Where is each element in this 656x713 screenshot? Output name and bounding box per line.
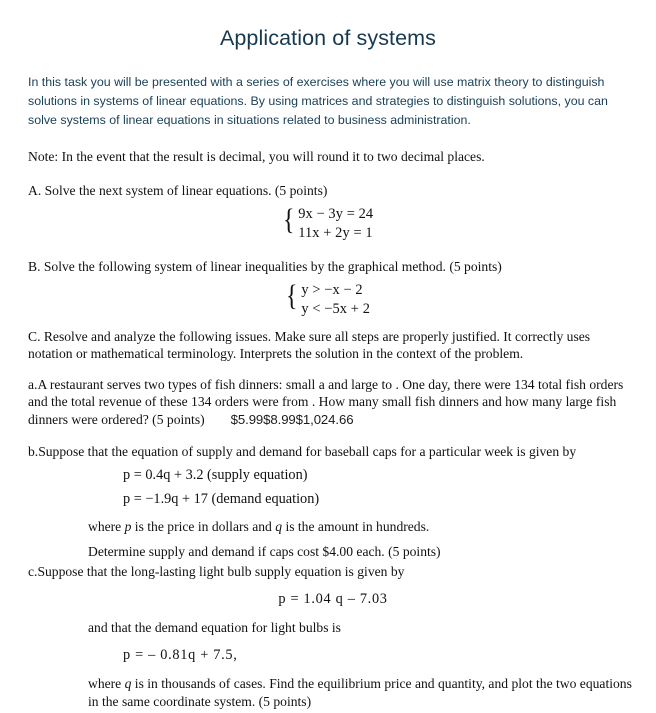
section-a-heading: A. Solve the next system of linear equations. (5 points) <box>28 183 328 198</box>
item-c-intro-line <box>28 563 638 580</box>
item-a-label: a. <box>28 377 38 392</box>
equation-line <box>298 224 373 243</box>
item-a-prices: $5.99$8.99$1,024.66 <box>230 411 354 427</box>
equation-line <box>301 281 370 300</box>
variable-q: q <box>275 518 283 534</box>
supply-equation-text: p = 1.04 q – 7.03 <box>278 591 388 608</box>
intro-paragraph: In this task you will be presented with a series of exercises where you will use matrix theory to distinguish solutions in systems of linear equations. By using matrices and strategies to distinguish solutions, you can solve systems of linear equations in situations related to business administration. <box>28 75 608 127</box>
item-b-determine-line: Determine supply and demand if caps cost $4.00 each. (5 points) <box>88 544 441 560</box>
equation-line <box>301 300 370 319</box>
where-prefix: where <box>88 676 125 692</box>
item-c-supply-equation <box>28 590 638 608</box>
equation-line <box>298 205 373 224</box>
brace-glyph: { <box>282 203 295 237</box>
item-b-supply-equation <box>123 466 638 485</box>
where-suffix: is the amount in hundreds. <box>282 518 430 534</box>
variable-p: p <box>124 518 132 534</box>
item-b <box>28 443 638 561</box>
where-middle: is the price in dollars and <box>131 518 276 534</box>
where-prefix: where <box>88 518 125 534</box>
item-c-text: Suppose that the long-lasting light bulb supply equation is given by <box>37 564 405 579</box>
item-a <box>28 376 638 429</box>
item-c-where-line <box>88 675 638 710</box>
item-b-label: b. <box>28 444 39 459</box>
item-c-demand-equation <box>123 646 638 665</box>
demand-equation-text: p = – 0.81q + 7.5, <box>123 647 238 664</box>
section-c-heading: C. Resolve and analyze the following issues. Make sure all steps are properly justified. It correctly uses notation or mathematical terminology. Interprets the solution in the context of the problem. <box>28 329 591 362</box>
item-b-where-line <box>88 518 638 535</box>
item-c <box>28 563 638 710</box>
item-b-demand-equation <box>123 490 638 509</box>
section-b-heading: B. Solve the following system of linear inequalities by the graphical method. (5 points) <box>28 259 502 274</box>
item-a-body <box>28 376 638 429</box>
page-title: Application of systems <box>219 26 437 50</box>
equation-text: 9x − 3y = 24 <box>298 206 374 223</box>
equation-text: y > −x − 2 <box>301 282 363 299</box>
equation-text: 11x + 2y = 1 <box>298 225 373 242</box>
variable-q: q <box>124 676 132 692</box>
item-c-label: c. <box>28 564 38 579</box>
item-b-intro-line <box>28 443 638 460</box>
note-line: Note: In the event that the result is decimal, you will round it to two decimal places. <box>28 149 485 164</box>
equation-text: y < −5x + 2 <box>301 301 371 318</box>
section-a <box>28 182 628 243</box>
brace-glyph: { <box>285 279 298 313</box>
section-a-equation-system <box>28 205 628 242</box>
where-suffix: is in thousands of cases. Find the equilibrium price and quantity, and plot the two equations in the same coordinate system. (5 points) <box>88 676 632 709</box>
item-a-text: A restaurant serves two types of fish dinners: small a and large to . One day, there were 134 total fish orders and the total revenue of these 134 orders were from . How many small fish dinners and how many large fish dinners were ordered? (5 points) <box>28 377 624 427</box>
item-c-demand-intro: and that the demand equation for light bulbs is <box>88 619 341 635</box>
demand-equation-text: p = −1.9q + 17 (demand equation) <box>123 490 320 507</box>
section-c <box>28 328 628 363</box>
item-b-text: Suppose that the equation of supply and demand for baseball caps for a particular week is given by <box>38 444 577 459</box>
section-b-equation-system <box>28 281 628 318</box>
section-b <box>28 258 628 319</box>
supply-equation-text: p = 0.4q + 3.2 (supply equation) <box>123 467 308 484</box>
